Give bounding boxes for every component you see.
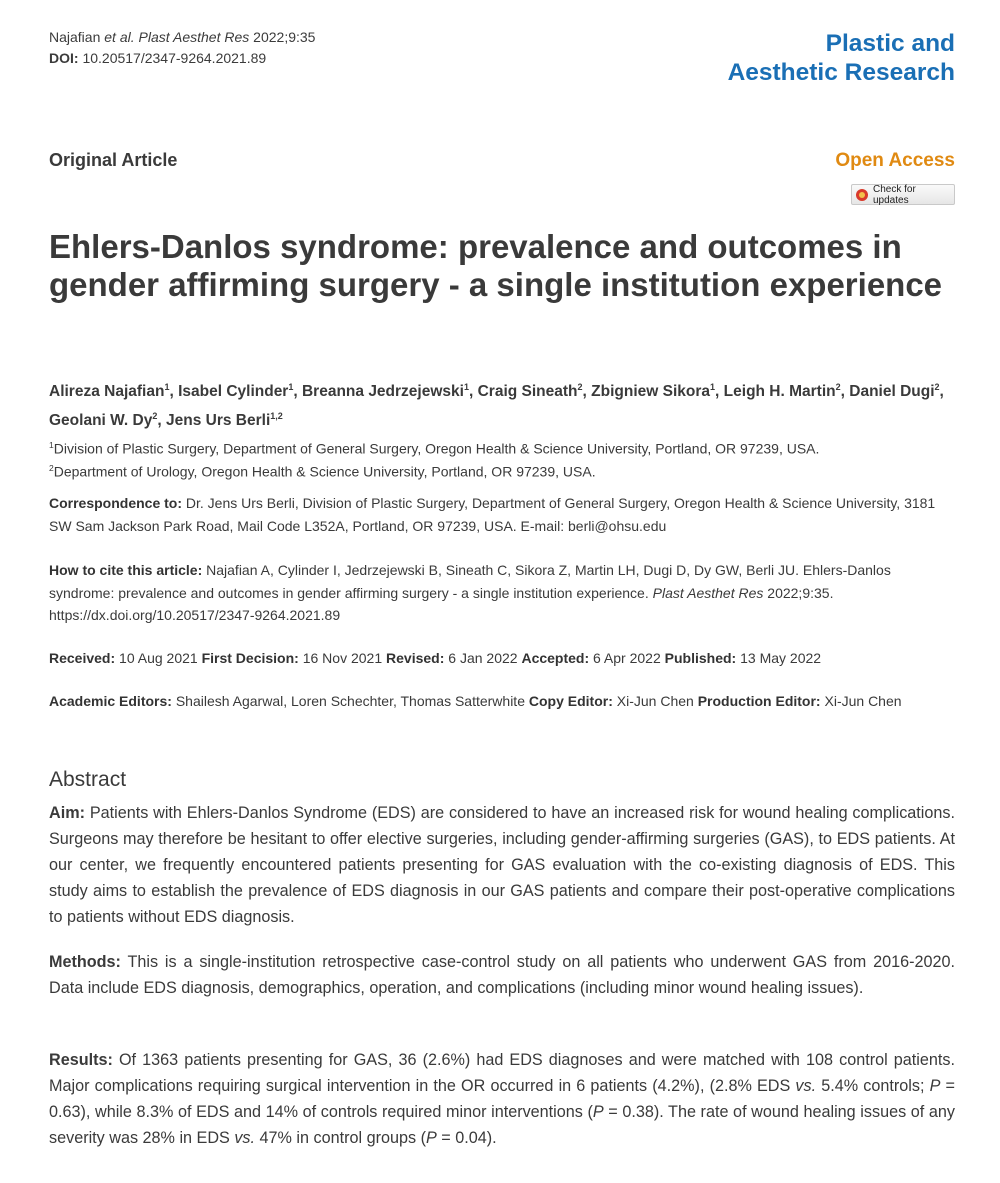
editor-value: Xi-Jun Chen (824, 693, 902, 709)
author[interactable] (478, 383, 583, 400)
author-affiliation-marker: 1 (288, 382, 294, 392)
author-name: Craig Sineath (477, 383, 578, 401)
date-item (202, 650, 383, 666)
author-list: Alireza Najafian$^1$, Isabel Cylinder$^1$, Breanna Jedrzejewski$^1$, Craig Sineath$^2$, Zbigniew Sikora$^1$, Leigh H. Martin$^2$, Daniel Dugi$^2$, Geolani W. Dy$^2$, Jens Urs Berli$^{1,2}$ (49, 382, 944, 430)
editor-item (529, 693, 694, 709)
editor-item (698, 693, 902, 709)
author[interactable] (49, 412, 157, 429)
date-item (386, 650, 518, 666)
author-affiliation-marker: 2 (934, 382, 940, 392)
header-etal: et al. (104, 29, 135, 45)
author[interactable] (49, 383, 169, 400)
author-name: Isabel Cylinder (178, 383, 289, 401)
date-value: 16 Nov 2021 (302, 650, 383, 666)
crossmark-icon (856, 189, 868, 201)
editor-label: Copy Editor: (528, 693, 613, 709)
affiliation-list (49, 436, 949, 481)
journal-name-line1: Plastic and (825, 30, 955, 57)
how-to-cite (49, 559, 955, 627)
results-segment: vs. (795, 1077, 817, 1095)
date-item (49, 650, 198, 666)
date-label: Published: (664, 650, 737, 666)
results-segment: = 0.38). The rate of wound healing issues of any severity was 28% in EDS (49, 1103, 955, 1147)
editor-item (49, 693, 525, 709)
correspondence (49, 492, 955, 537)
check-for-updates-button[interactable] (851, 184, 955, 205)
cite-label: How to cite this article: (49, 562, 203, 578)
aim-text: Patients with Ehlers-Danlos Syndrome (EDS) are considered to have an increased risk for wound healing complications. Surgeons may therefore be hesitant to offer elective surgeries, including gender-affirming surgeries (GAS), to EDS patients. At our center, we frequently encountered patients presenting for GAS evaluation with the co-existing diagnosis of EDS. This study aims to establish the prevalence of EDS diagnosis in our GAS patients and compare their post-operative complications to patients without EDS diagnosis. (49, 804, 955, 926)
methods-text: This is a single-institution retrospective case-control study on all patients who underwent GAS from 2016-2020. Data include EDS diagnosis, demographics, operation, and complications (including minor wound healing issues). (49, 953, 955, 997)
results-label: Results: (49, 1051, 113, 1069)
results-segment: P (929, 1077, 941, 1095)
editor-label: Production Editor: (697, 693, 821, 709)
author[interactable] (178, 383, 293, 400)
article-dates (49, 647, 955, 670)
header-citation (49, 27, 315, 48)
abstract-aim (49, 800, 955, 930)
author[interactable] (849, 383, 939, 400)
affiliation (49, 436, 949, 459)
editor-value: Xi-Jun Chen (616, 693, 694, 709)
author-affiliation-marker: 1 (463, 382, 469, 392)
author-name: Zbigniew Sikora (591, 383, 711, 401)
date-value: 10 Aug 2021 (119, 650, 198, 666)
author-affiliation-marker: 2 (152, 411, 158, 422)
author-name: Leigh H. Martin (723, 383, 836, 401)
date-label: Received: (49, 650, 116, 666)
cite-tail: 2022;9:35. https://dx.doi.org/10.20517/2347-9264.2021.89 (49, 584, 834, 623)
abstract-heading: Abstract (49, 768, 127, 791)
affiliation-text: Department of Urology, Oregon Health & Science University, Portland, OR 97239, USA. (53, 463, 596, 480)
author-name: Daniel Dugi (849, 383, 935, 401)
author-affiliation-marker: 1,2 (270, 411, 283, 422)
doi-label: DOI: (49, 50, 79, 66)
author[interactable] (724, 383, 841, 400)
results-segment: 5.4% controls; (816, 1077, 930, 1095)
results-segment: = 0.04). (436, 1129, 497, 1147)
journal-logo[interactable] (728, 29, 955, 87)
date-value: 6 Jan 2022 (448, 650, 518, 666)
editor-label: Academic Editors: (49, 693, 172, 709)
correspondence-text: Dr. Jens Urs Berli, Division of Plastic Surgery, Department of General Surgery, Oregon Health & Science University, 3181 SW Sam Jackson Park Road, Mail Code L352A, Portland, OR 97239, USA. E-mail: berli@ohsu.edu (49, 495, 936, 534)
date-item (665, 650, 821, 666)
author[interactable] (302, 383, 469, 400)
header-doi (49, 48, 315, 69)
date-label: Revised: (386, 650, 445, 666)
cite-journal: Plast Aesthet Res (652, 584, 764, 601)
date-value: 13 May 2022 (740, 650, 822, 666)
author-affiliation-marker: 1 (710, 382, 716, 392)
results-segment: = 0.63), while 8.3% of EDS and 14% of controls required minor interventions ( (49, 1077, 955, 1121)
correspondence-label: Correspondence to: (49, 495, 183, 511)
date-item (521, 650, 660, 666)
affiliation (49, 459, 949, 482)
article-editors (49, 690, 955, 713)
affiliation-text: Division of Plastic Surgery, Department of General Surgery, Oregon Health & Science University, Portland, OR 97239, USA. (53, 440, 820, 457)
affiliation-number: 2 (49, 462, 54, 473)
article-title: Ehlers-Danlos syndrome: prevalence and outcomes in gender affirming surgery - a single institution experience (49, 228, 943, 303)
running-header (49, 27, 315, 69)
author-affiliation-marker: 2 (835, 382, 841, 392)
results-segment: P (592, 1103, 604, 1121)
author-name: Geolani W. Dy (49, 412, 153, 430)
author-name: Breanna Jedrzejewski (301, 383, 464, 401)
abstract-methods (49, 949, 955, 1001)
cite-text: Najafian A, Cylinder I, Jedrzejewski B, Sineath C, Sikora Z, Martin LH, Dugi D, Dy GW, Berli JU. Ehlers-Danlos syndrome: prevalence and outcomes in gender affirming surgery - a single institution experience. (49, 562, 891, 601)
author-affiliation-marker: 2 (577, 382, 583, 392)
aim-label: Aim: (49, 804, 85, 822)
check-for-updates-label: Check for updates (873, 183, 916, 206)
date-label: Accepted: (521, 650, 590, 666)
header-journal: Plast Aesthet Res (138, 29, 250, 45)
article-type: Original Article (49, 150, 178, 170)
author-name: Alireza Najafian (49, 383, 165, 401)
results-segment: P (425, 1129, 437, 1147)
author-affiliation-marker: 1 (164, 382, 170, 392)
date-value: 6 Apr 2022 (593, 650, 661, 666)
journal-name-line2: Aesthetic Research (727, 59, 955, 86)
author-name: Jens Urs Berli (166, 412, 271, 430)
results-segment: 47% in control groups ( (255, 1129, 426, 1147)
methods-label: Methods: (49, 953, 121, 971)
abstract-results (49, 1047, 955, 1151)
open-access-label: Open Access (835, 150, 955, 171)
author[interactable] (591, 383, 715, 400)
author[interactable] (166, 412, 283, 429)
results-segment: Of 1363 patients presenting for GAS, 36 (2.6%) had EDS diagnoses and were matched with 108 control patients. Major complications requiring surgical intervention in the OR occurred in 6 patients (4.2%), (2.8% EDS (49, 1051, 955, 1095)
affiliation-number: 1 (49, 440, 54, 450)
date-label: First Decision: (201, 650, 299, 666)
editor-value: Shailesh Agarwal, Loren Schechter, Thomas Satterwhite (175, 693, 525, 709)
header-volume: 2022;9:35 (253, 29, 316, 45)
header-authors: Najafian (49, 29, 101, 45)
doi-value[interactable]: 10.20517/2347-9264.2021.89 (82, 50, 267, 66)
results-text (49, 1051, 955, 1147)
results-segment: vs. (234, 1129, 256, 1147)
